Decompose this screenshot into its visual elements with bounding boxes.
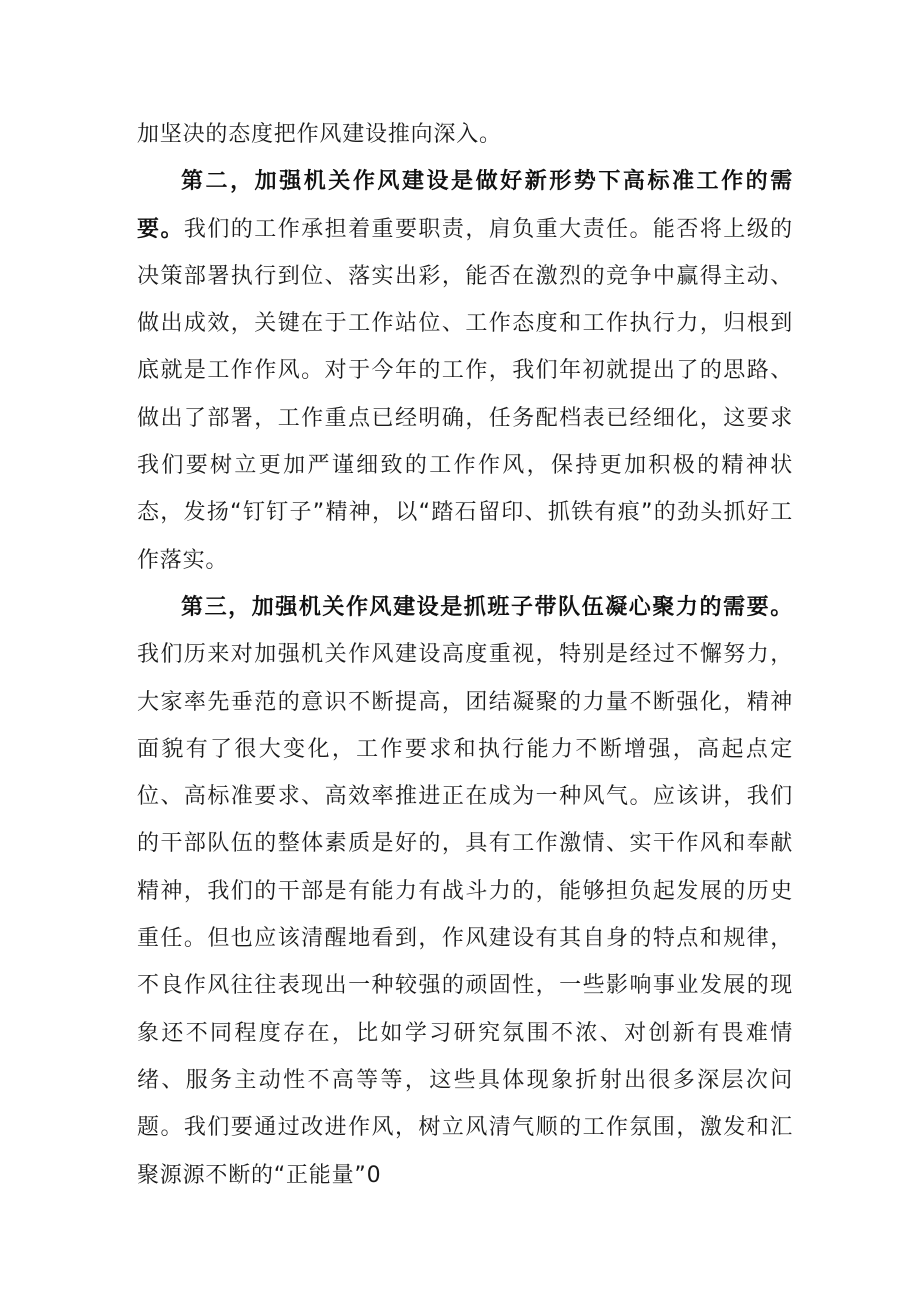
paragraph-lead-sentence: 第二，加强机关作风建设是做好新形势下高标准工作的需要。 — [137, 169, 793, 242]
paragraph-text: 加坚决的态度把作风建设推向深入。 — [137, 122, 502, 147]
paragraph-third-point — [137, 584, 793, 1199]
paragraph-text: 我们历来对加强机关作风建设高度重视，特别是经过不懈努力，大家率先垂范的意识不断提高，团结凝聚的力量不断强化，精神面貌有了很大变化，工作要求和执行能力不断增强，高起点定位、高标准要求、高效率推进正在成为一种风气。应该讲，我们的干部队伍的整体素质是好的，具有工作激情、实干作风和奉献精神，我们的干部是有能力有战斗力的，能够担负起发展的历史重任。但也应该清醒地看到，作风建设有其自身的特点和规律，不良作风往往表现出一种较强的顽固性，一些影响事业发展的现象还不同程度存在，比如学习研究氛围不浓、对创新有畏难情绪、服务主动性不高等等，这些具体现象折射出很多深层次问题。我们要通过改进作风，树立风清气顺的工作氛围，激发和汇聚源源不断的“正能量”0 — [137, 642, 793, 1188]
paragraph-continuation — [137, 111, 793, 158]
paragraph-lead-sentence: 第三，加强机关作风建设是抓班子带队伍凝心聚力的需要。 — [181, 594, 793, 620]
paragraph-second-point — [137, 158, 793, 584]
document-body — [137, 111, 793, 1199]
paragraph-text: 我们的工作承担着重要职责，肩负重大责任。能否将上级的决策部署执行到位、落实出彩，能否在激烈的竞争中赢得主动、做出成效，关键在于工作站位、工作态度和工作执行力，归根到底就是工作作风。对于今年的工作，我们年初就提出了的思路、做出了部署，工作重点已经明确，任务配档表已经细化，这要求我们要树立更加严谨细致的工作作风，保持更加积极的精神状态，发扬“钉钉子”精神，以“踏石留印、抓铁有痕”的劲头抓好工作落实。 — [137, 216, 793, 573]
